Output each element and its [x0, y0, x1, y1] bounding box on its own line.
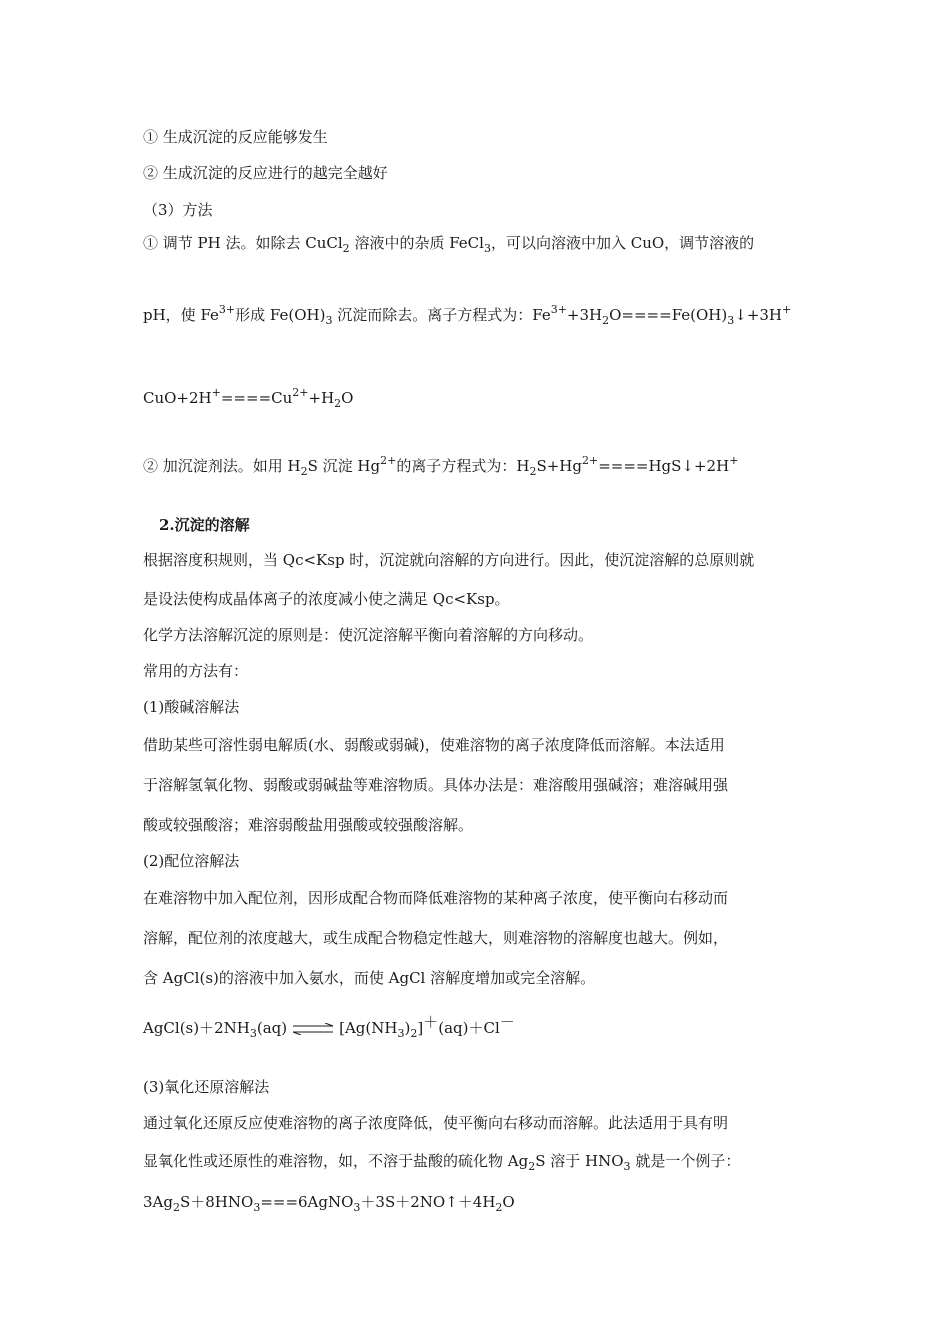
text: ，可以向溶液中加入 CuO，调节溶液的	[490, 234, 755, 252]
superscript: 2+	[581, 454, 599, 467]
text: 形成 Fe(OH)	[235, 306, 326, 324]
text: 溶液中的杂质 FeCl	[349, 234, 484, 252]
text: ② 加沉淀剂法。如用 H	[143, 457, 301, 475]
paragraph-line: 含 AgCl(s)的溶液中加入氨水，而使 AgCl 溶解度增加或完全溶解。	[143, 969, 596, 987]
subscript: 2	[300, 465, 308, 478]
text: 显氧化性或还原性的难溶物，如，不溶于盐酸的硫化物 Ag	[143, 1152, 529, 1170]
text: 3Ag	[143, 1193, 173, 1211]
subscript: 2	[410, 1027, 418, 1040]
text: (aq)＋Cl	[438, 1019, 500, 1037]
text: O	[502, 1193, 515, 1211]
line-condition-1: ① 生成沉淀的反应能够发生	[143, 128, 328, 146]
equilibrium-arrow-icon	[291, 1023, 335, 1035]
subheading: (2)配位溶解法	[143, 852, 240, 870]
section-heading: 2.沉淀的溶解	[159, 516, 250, 534]
line-ph-equation	[143, 305, 791, 325]
paragraph-line: 是设法使构成晶体离子的浓度减小使之满足 Qc<Ksp。	[143, 590, 510, 608]
equation-agcl	[143, 1013, 515, 1040]
superscript: 2+	[292, 386, 309, 399]
subscript: 2	[172, 1201, 180, 1214]
text: pH，使 Fe	[143, 306, 219, 324]
text: 的离子方程式为：H	[396, 457, 530, 475]
text: [Ag(NH	[339, 1019, 398, 1037]
paragraph-line: 常用的方法有：	[143, 662, 249, 680]
text: CuO+2H	[143, 389, 212, 407]
superscript: +	[729, 454, 739, 467]
subheading: (3)氧化还原溶解法	[143, 1078, 270, 1096]
text: S 溶于 HNO	[535, 1152, 624, 1170]
text: 沉淀而除去。离子方程式为：Fe	[332, 306, 551, 324]
paragraph-line: 根据溶度积规则，当 Qc<Ksp 时，沉淀就向溶解的方向进行。因此，使沉淀溶解的总原则就	[143, 551, 755, 569]
text: ====HgS↓+2H	[598, 457, 730, 475]
text: +3H	[566, 306, 603, 324]
subscript: 3	[727, 314, 735, 327]
text: )	[404, 1019, 411, 1037]
text: +H	[308, 389, 335, 407]
subscript: 2	[495, 1201, 503, 1214]
paragraph-line: 通过氧化还原反应使难溶物的离子浓度降低，使平衡向右移动而溶解。此法适用于具有明	[143, 1114, 729, 1132]
subscript: 2	[529, 465, 537, 478]
subheading: (1)酸碱溶解法	[143, 698, 240, 716]
line-ph-method	[143, 233, 754, 253]
paragraph-line: 化学方法溶解沉淀的原则是：使沉淀溶解平衡向着溶解的方向移动。	[143, 626, 594, 644]
text: ＋3S＋2NO↑＋4H	[360, 1193, 496, 1211]
paragraph-line: 于溶解氢氧化物、弱酸或弱碱盐等难溶物质。具体办法是：难溶酸用强碱溶；难溶碱用强	[143, 776, 729, 794]
text: S 沉淀 Hg	[307, 457, 381, 475]
text: ===6AgNO	[260, 1193, 354, 1211]
paragraph-line	[143, 1151, 740, 1171]
text: O	[341, 389, 354, 407]
text: ====Cu	[220, 389, 293, 407]
subscript: 3	[397, 1027, 405, 1040]
subscript: 2	[602, 314, 610, 327]
subscript: 3	[249, 1027, 257, 1040]
superscript: －	[499, 1013, 515, 1031]
text: S+Hg	[536, 457, 582, 475]
subscript: 3	[483, 242, 491, 255]
paragraph-line: 在难溶物中加入配位剂，因形成配合物而降低难溶物的某种离子浓度，使平衡向右移动而	[143, 889, 729, 907]
line-methods-heading: （3）方法	[143, 201, 213, 219]
subscript: 2	[342, 242, 350, 255]
subscript: 3	[325, 314, 333, 327]
subscript: 2	[334, 397, 342, 410]
superscript: +	[211, 386, 221, 399]
superscript: ＋	[423, 1013, 439, 1031]
text: O====Fe(OH)	[609, 306, 728, 324]
superscript: 2+	[380, 454, 397, 467]
subscript: 3	[253, 1201, 261, 1214]
line-precipitant-method	[143, 456, 738, 476]
superscript: 3+	[218, 303, 236, 316]
superscript: 3+	[550, 303, 567, 316]
text: ① 调节 PH 法。如除去 CuCl	[143, 234, 343, 252]
line-cuo-equation	[143, 388, 353, 408]
text: AgCl(s)＋2NH	[143, 1019, 250, 1037]
paragraph-line: 溶解，配位剂的浓度越大，或生成配合物稳定性越大，则难溶物的溶解度也越大。例如，	[143, 929, 729, 947]
text: (aq)	[256, 1019, 288, 1037]
subscript: 3	[353, 1201, 361, 1214]
text: ↓+3H	[734, 306, 783, 324]
superscript: +	[782, 303, 792, 316]
paragraph-line: 借助某些可溶性弱电解质(水、弱酸或弱碱)，使难溶物的离子浓度降低而溶解。本法适用	[143, 736, 725, 754]
equation-ag2s	[143, 1192, 515, 1212]
text: ]	[417, 1019, 424, 1037]
subscript: 3	[623, 1160, 631, 1173]
text: S＋8HNO	[179, 1193, 254, 1211]
subscript: 2	[528, 1160, 536, 1173]
paragraph-line: 酸或较强酸溶；难溶弱酸盐用强酸或较强酸溶解。	[143, 816, 474, 834]
text: 就是一个例子：	[630, 1152, 741, 1170]
line-condition-2: ② 生成沉淀的反应进行的越完全越好	[143, 164, 388, 182]
